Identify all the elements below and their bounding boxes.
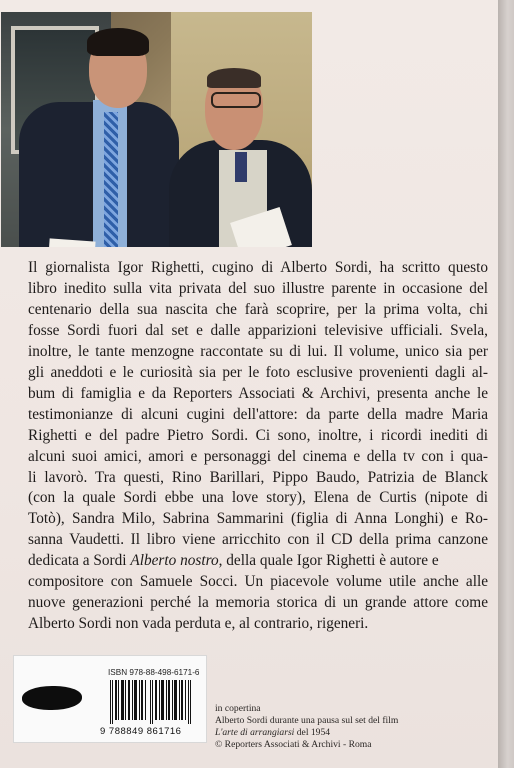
cover-photo [1,12,312,247]
blurb-line: li lavorò. Tra questi, Rino Barillari, Pippo Baudo, Patrizia de Blanck [28,468,488,486]
blurb-line: dedicata a Sordi Alberto nostro, della quale Igor Righetti è autore e [28,552,439,570]
blurb-line: alcuni suoi amici, amori e personaggi del cinema e della tv con i qua- [28,447,488,465]
blurb-line: libro inedito sulla vita privata del suo illustre parente in occasione del [28,279,488,297]
page-edge-shadow [498,0,514,768]
blurb-line: Alberto Sordi non vada perduta e, al contrario, rigeneri. [28,615,369,633]
blurb-line: sanna Vaudetti. Il libro viene arricchito con il CD della prima canzone [28,531,488,549]
blurb-line: Righetti e del padre Pietro Sordi. Ci sono, inoltre, i ricordi inediti di [28,426,488,444]
blurb-line: nuove generazioni perché la memoria storica di un grande attore come [28,594,488,612]
blurb-line: Totò), Sandra Milo, Sabrina Sammarini (figlia di Anna Longhi) e Ro- [28,510,488,528]
blurb-line: inoltre, le tante menzogne raccontate su di lui. Il volume, unico sia per [28,342,488,360]
barcode-icon [110,680,194,724]
blurb-line: centenario della sua nascita che farà scoprire, per la prima volta, chi [28,300,488,318]
blurb-line: testimonianze di alcuni cugini dell'attore: da parte della madre Maria [28,405,488,423]
blurb-line: gli aneddoti e le curiosità sia per le foto esclusive provenienti dagli al- [28,363,488,381]
redacted-price-mark [22,686,82,710]
isbn-text: ISBN 978-88-498-6171-6 [108,668,200,677]
photo-credits: in copertina Alberto Sordi durante una pausa sul set del film L'arte di arrangiarsi del 1954 © Reporters Associati & Archivi - Roma [215,703,399,750]
blurb-line: fosse Sordi fuori dal set e dalle apparizioni televisive ufficiali. Svela, [28,321,488,339]
blurb-text [28,258,488,635]
song-title: Alberto nostro [130,552,219,570]
blurb-line: Il giornalista Igor Righetti, cugino di Alberto Sordi, ha scritto questo [28,259,488,276]
barcode-label [13,655,207,743]
blurb-line: bum di famiglia e da Reporters Associati & Archivi, presenta anche le [28,384,488,402]
ean-digits: 9 788849 861716 [100,726,182,737]
blurb-line: (con la quale Sordi ebbe una love story), Elena de Curtis (nipote di [28,489,488,507]
blurb-line: compositore con Samuele Socci. Un piacevole volume utile anche alle [28,573,488,591]
